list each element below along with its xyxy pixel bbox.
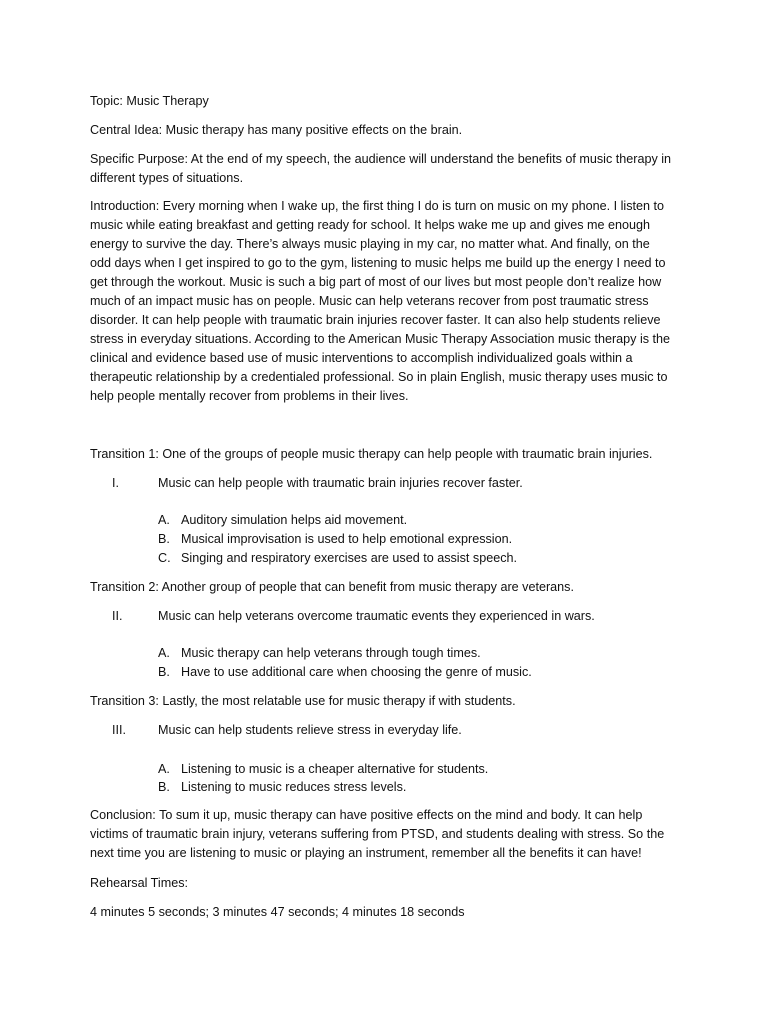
conclusion	[90, 806, 690, 863]
introduction-line: disorder. It can help people with traumatic brain injuries recover faster. It can also help students relieve	[90, 313, 661, 327]
transition-2: Transition 2: Another group of people that can benefit from music therapy are veterans.	[90, 580, 574, 594]
sub-point-letter: A.	[158, 646, 170, 660]
sub-point-text: Auditory simulation helps aid movement.	[181, 513, 408, 527]
sub-point-letter: C.	[158, 551, 171, 565]
introduction	[90, 197, 690, 406]
conclusion-line: next time you are listening to music or playing an instrument, remember all the benefits it can have!	[90, 846, 642, 860]
sub-point-letter: A.	[158, 513, 170, 527]
sub-point-text: Singing and respiratory exercises are used to assist speech.	[181, 551, 518, 565]
topic-line: Topic: Music Therapy	[90, 94, 209, 108]
sub-point-text: Music therapy can help veterans through tough times.	[181, 646, 481, 660]
main-point-text: Music can help people with traumatic brain injuries recover faster.	[158, 476, 523, 490]
specific-purpose	[90, 150, 690, 188]
main-point-text: Music can help veterans overcome traumatic events they experienced in wars.	[158, 609, 595, 623]
sub-point	[0, 644, 768, 663]
sub-point-letter: B.	[158, 780, 170, 794]
main-point-numeral: II.	[112, 609, 123, 623]
sub-point	[0, 663, 768, 682]
introduction-line: help people mentally recover from problems in their lives.	[90, 389, 409, 403]
main-point-3	[0, 721, 768, 740]
rehearsal-label: Rehearsal Times:	[90, 876, 188, 890]
sub-point-text: Musical improvisation is used to help emotional expression.	[181, 532, 513, 546]
main-point-numeral: I.	[112, 476, 119, 490]
introduction-line: therapeutic relationship by a credentialed professional. So in plain English, music therapy uses music to	[90, 370, 668, 384]
main-point-1	[0, 474, 768, 493]
rehearsal-times: 4 minutes 5 seconds; 3 minutes 47 seconds; 4 minutes 18 seconds	[90, 905, 465, 919]
central-idea: Central Idea: Music therapy has many positive effects on the brain.	[90, 123, 463, 137]
conclusion-line: victims of traumatic brain injury, veterans suffering from PTSD, and students dealing with stress. So the	[90, 827, 665, 841]
introduction-line: much of an impact music has on people. Music can help veterans recover from post traumatic stress	[90, 294, 649, 308]
introduction-line: Introduction: Every morning when I wake up, the first thing I do is turn on music on my phone. I listen to	[90, 199, 665, 213]
transition-1: Transition 1: One of the groups of people music therapy can help people with traumatic brain injuries.	[90, 447, 653, 461]
sub-point	[0, 778, 768, 797]
main-point-numeral: III.	[112, 723, 126, 737]
sub-point	[0, 511, 768, 530]
sub-point-letter: B.	[158, 665, 170, 679]
sub-point-letter: A.	[158, 762, 170, 776]
sub-point-text: Have to use additional care when choosing the genre of music.	[181, 665, 532, 679]
transition-3: Transition 3: Lastly, the most relatable use for music therapy if with students.	[90, 694, 516, 708]
specific-purpose-line: Specific Purpose: At the end of my speech, the audience will understand the benefits of music therapy in	[90, 152, 672, 166]
introduction-line: music while eating breakfast and getting ready for school. It helps wake me up and gives me enough	[90, 218, 651, 232]
specific-purpose-line: different types of situations.	[90, 171, 244, 185]
main-point-2	[0, 607, 768, 626]
introduction-line: stress in everyday situations. According to the American Music Therapy Association music therapy is the	[90, 332, 671, 346]
sub-point	[0, 530, 768, 549]
introduction-line: clinical and evidence based use of music interventions to accomplish individualized goals within a	[90, 351, 633, 365]
introduction-line: get through the workout. Music is such a big part of most of our lives but most people don’t realize how	[90, 275, 662, 289]
introduction-line: odd days when I get inspired to go to the gym, listening to music helps me build up the energy I need to	[90, 256, 666, 270]
conclusion-line: Conclusion: To sum it up, music therapy can have positive effects on the mind and body. It can help	[90, 808, 643, 822]
introduction-line: energy to survive the day. There’s always music playing in my car, no matter what. And finally, on the	[90, 237, 650, 251]
sub-point	[0, 549, 768, 568]
sub-point-text: Listening to music is a cheaper alternative for students.	[181, 762, 489, 776]
sub-point-letter: B.	[158, 532, 170, 546]
sub-point-text: Listening to music reduces stress levels.	[181, 780, 407, 794]
sub-point	[0, 760, 768, 779]
main-point-text: Music can help students relieve stress in everyday life.	[158, 723, 462, 737]
